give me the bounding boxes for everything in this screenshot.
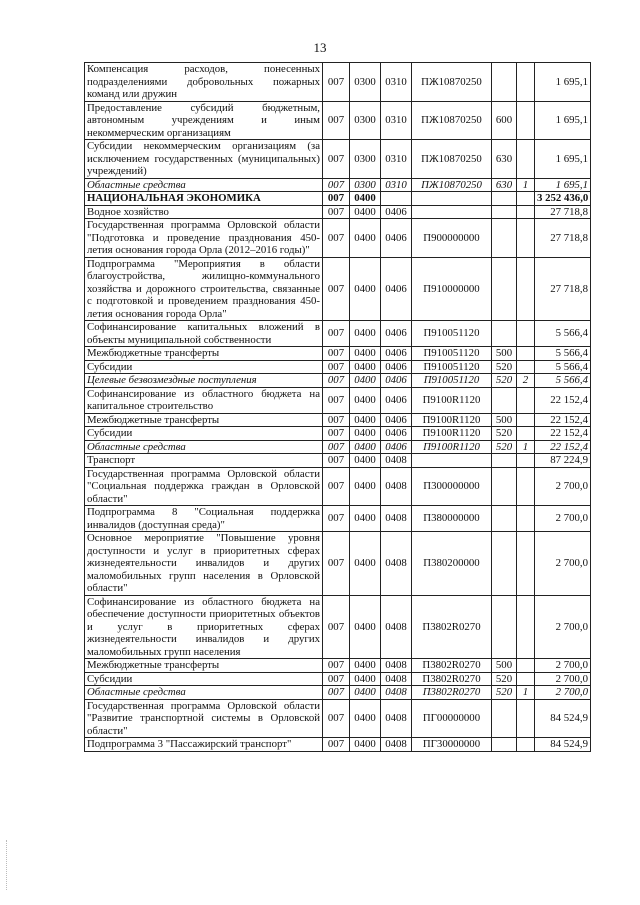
row-target-article-cell: П910051120 [412,347,492,361]
row-subsection-code-cell: 0408 [381,672,412,686]
row-amount-cell: 22 152,4 [535,413,591,427]
row-section-code-cell: 0400 [350,699,381,738]
row-name-cell: Межбюджетные трансферты [85,413,323,427]
row-amount-cell: 22 152,4 [535,427,591,441]
row-department-code-cell: 007 [323,219,350,258]
row-target-article-cell: П910051120 [412,360,492,374]
row-name-cell: Целевые безвозмездные поступления [85,374,323,388]
row-section-code-cell: 0400 [350,738,381,752]
row-target-article-cell [412,454,492,468]
row-section-code-cell: 0400 [350,454,381,468]
row-name-cell: Субсидии [85,360,323,374]
row-subsection-code-cell: 0406 [381,205,412,219]
row-name-cell: Субсидии [85,672,323,686]
row-subsection-code-cell: 0406 [381,440,412,454]
row-amount-cell: 84 524,9 [535,699,591,738]
row-target-article-cell: П3802R0270 [412,595,492,659]
table-row [85,467,591,506]
row-expense-type-cell [492,699,517,738]
row-target-article-cell: П9100R1120 [412,427,492,441]
row-funding-source-cell [517,257,535,321]
row-section-code-cell: 0400 [350,387,381,413]
table-row [85,427,591,441]
row-expense-type-cell [492,454,517,468]
row-funding-source-cell [517,467,535,506]
table-row [85,454,591,468]
table-row [85,321,591,347]
row-expense-type-cell: 520 [492,427,517,441]
row-funding-source-cell [517,63,535,102]
row-name-cell: Водное хозяйство [85,205,323,219]
row-target-article-cell: ПЖ10870250 [412,178,492,192]
row-name-cell: Областные средства [85,178,323,192]
table-row [85,101,591,140]
table-row [85,699,591,738]
row-target-article-cell: П380000000 [412,506,492,532]
row-expense-type-cell [492,257,517,321]
row-target-article-cell: П3802R0270 [412,659,492,673]
row-amount-cell: 1 695,1 [535,101,591,140]
row-amount-cell: 2 700,0 [535,595,591,659]
row-expense-type-cell [492,467,517,506]
row-expense-type-cell [492,63,517,102]
row-amount-cell: 5 566,4 [535,321,591,347]
row-section-code-cell: 0400 [350,659,381,673]
row-name-cell: Предоставление субсидий бюджетным, автономным учреждениям и иным некоммерческим организациям [85,101,323,140]
row-section-code-cell: 0400 [350,374,381,388]
row-funding-source-cell [517,738,535,752]
row-funding-source-cell [517,219,535,258]
page-number: 13 [313,40,327,55]
row-expense-type-cell: 520 [492,440,517,454]
row-department-code-cell: 007 [323,672,350,686]
row-expense-type-cell: 500 [492,659,517,673]
row-name-cell: Подпрограмма 3 "Пассажирский транспорт" [85,738,323,752]
row-department-code-cell: 007 [323,178,350,192]
row-department-code-cell: 007 [323,192,350,206]
row-name-cell: НАЦИОНАЛЬНАЯ ЭКОНОМИКА [85,192,323,206]
row-section-code-cell: 0400 [350,440,381,454]
row-target-article-cell: ПЖ10870250 [412,63,492,102]
row-section-code-cell: 0400 [350,321,381,347]
row-subsection-code-cell: 0406 [381,413,412,427]
row-funding-source-cell [517,506,535,532]
row-amount-cell: 22 152,4 [535,440,591,454]
row-department-code-cell: 007 [323,205,350,219]
row-name-cell: Межбюджетные трансферты [85,659,323,673]
row-funding-source-cell: 1 [517,686,535,700]
row-department-code-cell: 007 [323,595,350,659]
row-expense-type-cell [492,192,517,206]
table-row [85,205,591,219]
row-expense-type-cell: 500 [492,347,517,361]
row-funding-source-cell [517,360,535,374]
row-section-code-cell: 0400 [350,205,381,219]
row-section-code-cell: 0400 [350,506,381,532]
row-section-code-cell: 0400 [350,467,381,506]
row-subsection-code-cell: 0406 [381,257,412,321]
table-row [85,387,591,413]
row-amount-cell: 2 700,0 [535,686,591,700]
row-subsection-code-cell: 0406 [381,360,412,374]
row-amount-cell: 27 718,8 [535,205,591,219]
row-subsection-code-cell: 0408 [381,659,412,673]
row-target-article-cell: ПГ00000000 [412,699,492,738]
table-row [85,347,591,361]
row-target-article-cell: ПЖ10870250 [412,101,492,140]
row-funding-source-cell: 1 [517,178,535,192]
scan-artifact [6,840,9,890]
row-funding-source-cell [517,321,535,347]
row-target-article-cell: П300000000 [412,467,492,506]
row-name-cell: Софинансирование капитальных вложений в объекты муниципальной собственности [85,321,323,347]
table-row [85,413,591,427]
table-row [85,192,591,206]
row-section-code-cell: 0400 [350,413,381,427]
table-row [85,140,591,179]
row-funding-source-cell [517,347,535,361]
row-expense-type-cell: 630 [492,178,517,192]
row-amount-cell: 22 152,4 [535,387,591,413]
row-name-cell: Подпрограмма 8 "Социальная поддержка инвалидов (доступная среда)" [85,506,323,532]
table-row [85,506,591,532]
table-row [85,440,591,454]
row-department-code-cell: 007 [323,506,350,532]
row-funding-source-cell [517,672,535,686]
row-name-cell: Государственная программа Орловской области "Развитие транспортной системы в Орловской области" [85,699,323,738]
row-section-code-cell: 0400 [350,427,381,441]
row-section-code-cell: 0300 [350,101,381,140]
row-amount-cell: 2 700,0 [535,672,591,686]
row-section-code-cell: 0400 [350,532,381,596]
row-section-code-cell: 0400 [350,672,381,686]
row-section-code-cell: 0400 [350,686,381,700]
row-name-cell: Областные средства [85,440,323,454]
row-amount-cell: 3 252 436,0 [535,192,591,206]
row-department-code-cell: 007 [323,140,350,179]
row-subsection-code-cell: 0310 [381,178,412,192]
row-target-article-cell: П9100R1120 [412,387,492,413]
row-section-code-cell: 0300 [350,140,381,179]
row-name-cell: Межбюджетные трансферты [85,347,323,361]
budget-table-body [85,63,591,752]
row-section-code-cell: 0300 [350,63,381,102]
row-name-cell: Субсидии [85,427,323,441]
row-subsection-code-cell: 0406 [381,321,412,347]
row-department-code-cell: 007 [323,347,350,361]
row-amount-cell: 2 700,0 [535,659,591,673]
row-expense-type-cell [492,219,517,258]
row-funding-source-cell [517,205,535,219]
row-target-article-cell: П3802R0270 [412,686,492,700]
row-name-cell: Компенсация расходов, понесенных подразделениями добровольных пожарных команд или дружин [85,63,323,102]
table-row [85,360,591,374]
row-department-code-cell: 007 [323,467,350,506]
row-expense-type-cell [492,387,517,413]
row-funding-source-cell: 2 [517,374,535,388]
row-department-code-cell: 007 [323,699,350,738]
row-department-code-cell: 007 [323,257,350,321]
row-department-code-cell: 007 [323,413,350,427]
row-expense-type-cell: 630 [492,140,517,179]
row-funding-source-cell [517,659,535,673]
table-row [85,63,591,102]
row-amount-cell: 1 695,1 [535,178,591,192]
row-department-code-cell: 007 [323,387,350,413]
row-target-article-cell [412,205,492,219]
row-target-article-cell: П3802R0270 [412,672,492,686]
row-funding-source-cell [517,532,535,596]
row-expense-type-cell [492,532,517,596]
row-amount-cell: 84 524,9 [535,738,591,752]
row-subsection-code-cell: 0408 [381,454,412,468]
row-section-code-cell: 0400 [350,595,381,659]
table-row [85,595,591,659]
row-amount-cell: 2 700,0 [535,506,591,532]
row-name-cell: Софинансирование из областного бюджета на обеспечение доступности приоритетных объектов и услуг в приоритетных сферах жизнедеятельности инвалидов и других маломобильных групп населения [85,595,323,659]
table-row [85,374,591,388]
row-funding-source-cell [517,595,535,659]
budget-table [84,62,591,752]
row-department-code-cell: 007 [323,360,350,374]
row-expense-type-cell: 520 [492,686,517,700]
row-amount-cell: 1 695,1 [535,63,591,102]
row-name-cell: Государственная программа Орловской области "Подготовка и проведение празднования 450-летия основания города Орла (2012–2016 годы)" [85,219,323,258]
row-section-code-cell: 0400 [350,347,381,361]
row-subsection-code-cell: 0408 [381,467,412,506]
table-row [85,257,591,321]
row-subsection-code-cell: 0408 [381,595,412,659]
row-funding-source-cell [517,140,535,179]
row-amount-cell: 87 224,9 [535,454,591,468]
row-amount-cell: 2 700,0 [535,532,591,596]
table-row [85,672,591,686]
row-amount-cell: 5 566,4 [535,360,591,374]
row-name-cell: Субсидии некоммерческим организациям (за исключением государственных (муниципальных) учреждений) [85,140,323,179]
row-name-cell: Государственная программа Орловской области "Социальная поддержка граждан в Орловской области" [85,467,323,506]
row-name-cell: Подпрограмма "Мероприятия в области благоустройства, жилищно-коммунального хозяйства и дорожного строительства, связанные с подготовкой и проведением празднования 450-летия основания города Орла" [85,257,323,321]
row-subsection-code-cell: 0408 [381,686,412,700]
row-department-code-cell: 007 [323,738,350,752]
row-department-code-cell: 007 [323,63,350,102]
table-row [85,659,591,673]
row-subsection-code-cell: 0406 [381,374,412,388]
row-department-code-cell: 007 [323,440,350,454]
row-target-article-cell [412,192,492,206]
row-department-code-cell: 007 [323,532,350,596]
row-expense-type-cell: 520 [492,672,517,686]
row-subsection-code-cell: 0408 [381,532,412,596]
row-subsection-code-cell [381,192,412,206]
row-funding-source-cell [517,427,535,441]
row-expense-type-cell [492,205,517,219]
row-funding-source-cell [517,101,535,140]
row-target-article-cell: ПЖ10870250 [412,140,492,179]
table-row [85,219,591,258]
row-amount-cell: 5 566,4 [535,347,591,361]
row-amount-cell: 27 718,8 [535,219,591,258]
row-section-code-cell: 0400 [350,360,381,374]
row-department-code-cell: 007 [323,427,350,441]
row-subsection-code-cell: 0408 [381,506,412,532]
row-target-article-cell: П9100R1120 [412,440,492,454]
row-department-code-cell: 007 [323,374,350,388]
row-target-article-cell: П910000000 [412,257,492,321]
row-name-cell: Основное мероприятие "Повышение уровня доступности и услуг в приоритетных сферах жизнедеятельности инвалидов и других маломобильных групп населения в Орловской области" [85,532,323,596]
row-section-code-cell: 0400 [350,219,381,258]
row-expense-type-cell: 600 [492,101,517,140]
row-expense-type-cell: 520 [492,374,517,388]
table-row [85,532,591,596]
row-subsection-code-cell: 0406 [381,219,412,258]
row-target-article-cell: П900000000 [412,219,492,258]
row-section-code-cell: 0300 [350,178,381,192]
row-target-article-cell: П9100R1120 [412,413,492,427]
row-expense-type-cell [492,738,517,752]
row-funding-source-cell [517,699,535,738]
row-subsection-code-cell: 0310 [381,63,412,102]
row-funding-source-cell [517,413,535,427]
table-row [85,178,591,192]
row-department-code-cell: 007 [323,454,350,468]
row-subsection-code-cell: 0406 [381,387,412,413]
row-target-article-cell: П910051120 [412,321,492,347]
row-amount-cell: 1 695,1 [535,140,591,179]
row-target-article-cell: ПГ30000000 [412,738,492,752]
row-amount-cell: 5 566,4 [535,374,591,388]
row-funding-source-cell [517,192,535,206]
row-section-code-cell: 0400 [350,192,381,206]
row-name-cell: Транспорт [85,454,323,468]
row-funding-source-cell: 1 [517,440,535,454]
row-department-code-cell: 007 [323,659,350,673]
row-expense-type-cell [492,595,517,659]
row-subsection-code-cell: 0408 [381,699,412,738]
table-row [85,738,591,752]
row-amount-cell: 2 700,0 [535,467,591,506]
row-subsection-code-cell: 0406 [381,347,412,361]
table-row [85,686,591,700]
row-expense-type-cell: 520 [492,360,517,374]
row-expense-type-cell [492,506,517,532]
row-expense-type-cell [492,321,517,347]
row-department-code-cell: 007 [323,321,350,347]
row-subsection-code-cell: 0310 [381,101,412,140]
row-subsection-code-cell: 0310 [381,140,412,179]
row-funding-source-cell [517,387,535,413]
row-department-code-cell: 007 [323,686,350,700]
row-expense-type-cell: 500 [492,413,517,427]
row-amount-cell: 27 718,8 [535,257,591,321]
row-department-code-cell: 007 [323,101,350,140]
row-name-cell: Областные средства [85,686,323,700]
row-subsection-code-cell: 0406 [381,427,412,441]
row-funding-source-cell [517,454,535,468]
row-target-article-cell: П380200000 [412,532,492,596]
row-target-article-cell: П910051120 [412,374,492,388]
row-subsection-code-cell: 0408 [381,738,412,752]
row-section-code-cell: 0400 [350,257,381,321]
row-name-cell: Софинансирование из областного бюджета на капитальное строительство [85,387,323,413]
